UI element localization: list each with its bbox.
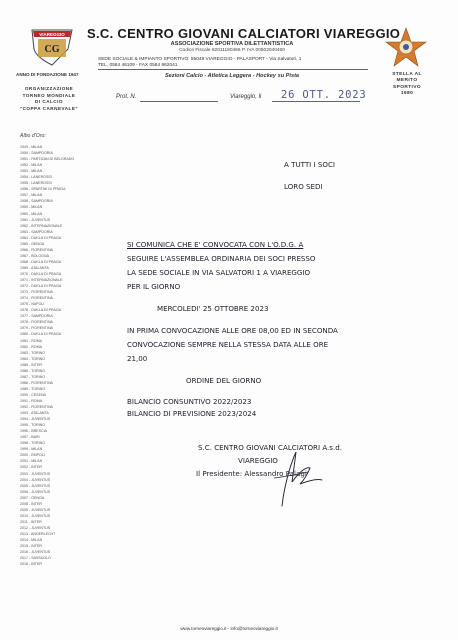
albo-entry: 1974 - FIORENTINA: [20, 296, 53, 301]
albo-entry: 1985 - INTER: [20, 362, 42, 367]
albo-entry: 2007 - GENOA: [20, 495, 45, 500]
org-line: DI CALCIO: [35, 99, 63, 104]
albo-entry: 1990 - CESENA: [20, 392, 46, 397]
albo-doro-list: [20, 144, 90, 567]
albo-entry: 1970 - DUKLA DI PRAGA: [20, 271, 62, 276]
body-line: SI COMUNICA CHE E' CONVOCATA CON L'O.D.G. A: [127, 240, 304, 249]
albo-entry: 1965 - GENOA: [20, 241, 45, 246]
albo-entry: 1954 - LANEROSSI: [20, 175, 52, 180]
albo-entry: 2003 - JUVENTUS: [20, 471, 51, 476]
recipient-all-members: A TUTTI I SOCI: [284, 160, 336, 169]
albo-entry: 1964 - DUKLA DI PRAGA: [20, 235, 62, 240]
agenda-item: BILANCIO CONSUNTIVO 2022/2023: [127, 397, 252, 406]
albo-entry: 1950 - SAMPDORIA: [20, 151, 53, 156]
stella-line: STELLA AL: [392, 72, 422, 77]
albo-entry: 2013 - ANDERLECHT: [20, 532, 56, 536]
albo-entry: 1963 - SAMPDORIA: [20, 229, 53, 234]
albo-entry: 2004 - JUVENTUS: [20, 477, 51, 482]
albo-entry: 1976 - DUKLA DI PRAGA: [20, 308, 62, 313]
albo-entry: 1993 - ATALANTA: [20, 411, 49, 416]
svg-text:VIAREGGIO: VIAREGGIO: [39, 32, 65, 37]
albo-entry: 1977 - SAMPDORIA: [20, 314, 53, 319]
albo-entry: 1986 - TORINO: [20, 368, 46, 373]
convocation-line: IN PRIMA CONVOCAZIONE ALLE ORE 08,00 ED IN SECONDA: [127, 326, 338, 335]
albo-entry: 1968 - DUKLA DI PRAGA: [20, 259, 62, 264]
albo-doro-title: Albo d'Oro:: [20, 133, 46, 139]
meeting-date: MERCOLEDI' 25 OTTOBRE 2023: [157, 304, 269, 313]
club-subtitle: ASSOCIAZIONE SPORTIVA DILETTANTISTICA: [170, 41, 294, 47]
club-sections: Sezioni Calcio - Atletica Leggera - Hockey su Pista: [164, 73, 300, 79]
albo-entry: 1988 - FIORENTINA: [20, 380, 53, 385]
albo-entry: 1998 - TORINO: [20, 441, 46, 446]
albo-entry: 1973 - FIORENTINA: [20, 290, 53, 295]
recipient-seats: LORO SEDI: [284, 182, 323, 191]
foundation-year: ANNO DI FONDAZIONE 1947: [16, 72, 79, 77]
albo-entry: 1969 - ATALANTA: [20, 265, 49, 270]
org-line: TORNEO MONDIALE: [22, 92, 76, 98]
date-stamp: 26 OTT. 2023: [281, 89, 367, 101]
albo-entry: 1996 - BRESCIA: [20, 429, 47, 434]
albo-entry: 2010 - JUVENTUS: [20, 513, 51, 518]
handwritten-signature: [260, 448, 350, 508]
body-line: PER IL GIORNO: [127, 282, 181, 291]
albo-entry: 1980 - DUKLA DI PRAGA: [20, 332, 62, 337]
albo-entry: 2001 - MILAN: [20, 459, 43, 464]
albo-entry: 2016 - JUVENTUS: [20, 550, 51, 555]
albo-entry: 1983 - TORINO: [20, 350, 46, 355]
albo-entry: 1966 - FIORENTINA: [20, 247, 53, 252]
header-divider: [98, 69, 368, 70]
albo-entry: 2018 - INTER: [20, 562, 42, 567]
albo-entry: 1982 - ROMA: [20, 344, 42, 349]
albo-entry: 1975 - NAPOLI: [20, 302, 45, 307]
albo-entry: 2011 - INTER: [20, 519, 42, 524]
albo-entry: 1999 - MILAN: [20, 447, 43, 452]
stella-merito-icon: [384, 26, 428, 70]
date-line: [272, 101, 360, 102]
place-label: Viareggio, li: [230, 94, 262, 100]
albo-entry: 2009 - JUVENTUS: [20, 507, 51, 512]
albo-entry: 1952 - MILAN: [20, 163, 43, 168]
albo-entry: 1987 - TORINO: [20, 374, 46, 379]
president-line: Il Presidente: Alessandro Palagi: [196, 469, 307, 478]
albo-entry: 2015 - INTER: [20, 544, 42, 549]
headquarters-address: SEDE SOCIALE & IMPIANTO SPORTIVO: 55049 VIAREGGIO - PALASPORT - Via Salvatori, 1: [98, 57, 302, 62]
convocation-line: 21,00: [127, 354, 148, 363]
albo-entry: 1992 - FIORENTINA: [20, 405, 53, 410]
albo-entry: 2012 - JUVENTUS: [20, 525, 51, 530]
body-line: LA SEDE SOCIALE IN VIA SALVATORI 1 A VIAREGGIO: [127, 268, 311, 277]
org-line: ORGANIZZAZIONE: [24, 86, 74, 91]
albo-entry: 1958 - SAMPDORIA: [20, 199, 53, 204]
stella-line: MERITO: [396, 78, 418, 84]
albo-entry: 1991 - ROMA: [20, 398, 42, 403]
albo-entry: 1967 - BOLOGNA: [20, 253, 49, 258]
protocol-label: Prot. N.: [116, 94, 137, 100]
albo-entry: 2008 - INTER: [20, 501, 42, 506]
signature-city: VIAREGGIO: [238, 456, 278, 465]
albo-entry: 1949 - MILAN: [20, 145, 43, 149]
albo-entry: 2014 - MILAN: [20, 538, 43, 543]
albo-entry: 1994 - JUVENTUS: [20, 417, 51, 422]
albo-entry: 1960 - MILAN: [20, 211, 43, 216]
albo-entry: 1984 - TORINO: [20, 356, 46, 361]
footer-contacts: www.torneoviareggio.it - info@torneoviareggio.it: [180, 626, 278, 631]
albo-entry: 1972 - DUKLA DI PRAGA: [20, 284, 62, 289]
stella-line: 1980: [400, 90, 414, 96]
albo-entry: 1989 - TORINO: [20, 386, 46, 391]
albo-entry: 2017 - SASSUOLO: [20, 556, 51, 561]
convocation-line: CONVOCAZIONE SEMPRE NELLA STESSA DATA ALLE ORE: [127, 340, 329, 349]
albo-entry: 1959 - MILAN: [20, 205, 43, 210]
albo-entry: 1997 - BARI: [20, 435, 40, 440]
albo-entry: 1971 - INTERNAZIONALE: [20, 278, 63, 283]
albo-entry: 2005 - JUVENTUS: [20, 483, 51, 488]
stella-merito-caption: [380, 72, 434, 97]
club-title: S.C. CENTRO GIOVANI CALCIATORI VIAREGGIO: [87, 26, 401, 41]
albo-entry: 1979 - FIORENTINA: [20, 326, 53, 331]
signature-org: S.C. CENTRO GIOVANI CALCIATORI A.s.d.: [198, 443, 343, 452]
fiscal-codes: Codice Fiscale 82011190466 P. IVA 00502040460: [179, 48, 285, 53]
albo-entry: 1951 - PARTIZAN DI BELGRADO: [20, 157, 75, 162]
club-logo-icon: [30, 27, 74, 67]
albo-entry: 2002 - INTER: [20, 465, 42, 470]
protocol-line: [140, 101, 218, 102]
albo-entry: 1981 - ROMA: [20, 338, 42, 343]
agenda-item: BILANCIO DI PREVISIONE 2023/2024: [127, 409, 257, 418]
albo-entry: 2000 - EMPOLI: [20, 453, 45, 458]
albo-entry: 1953 - MILAN: [20, 169, 43, 174]
albo-entry: 1978 - FIORENTINA: [20, 320, 53, 325]
albo-entry: 1961 - JUVENTUS: [20, 217, 51, 222]
albo-entry: 2006 - JUVENTUS: [20, 489, 51, 494]
org-line: "COPPA CARNEVALE": [19, 105, 79, 111]
body-line: SEGUIRE L'ASSEMBLEA ORDINARIA DEI SOCI PRESSO: [127, 254, 316, 263]
stella-line: SPORTIVO: [393, 84, 421, 90]
albo-entry: 1955 - LANEROSSI: [20, 181, 52, 186]
albo-entry: 1957 - MILAN: [20, 193, 43, 198]
svg-text:CG: CG: [44, 44, 60, 55]
agenda-heading: ORDINE DEL GIORNO: [186, 376, 262, 385]
tournament-organizer: [14, 86, 84, 112]
albo-entry: 1956 - SPARTAK DI PRAGA: [20, 187, 66, 192]
albo-entry: 1995 - TORINO: [20, 423, 46, 428]
albo-entry: 1962 - INTERNAZIONALE: [20, 223, 63, 228]
phone-fax: TEL. 0584 46109 - FAX 0584 962041: [98, 63, 178, 68]
